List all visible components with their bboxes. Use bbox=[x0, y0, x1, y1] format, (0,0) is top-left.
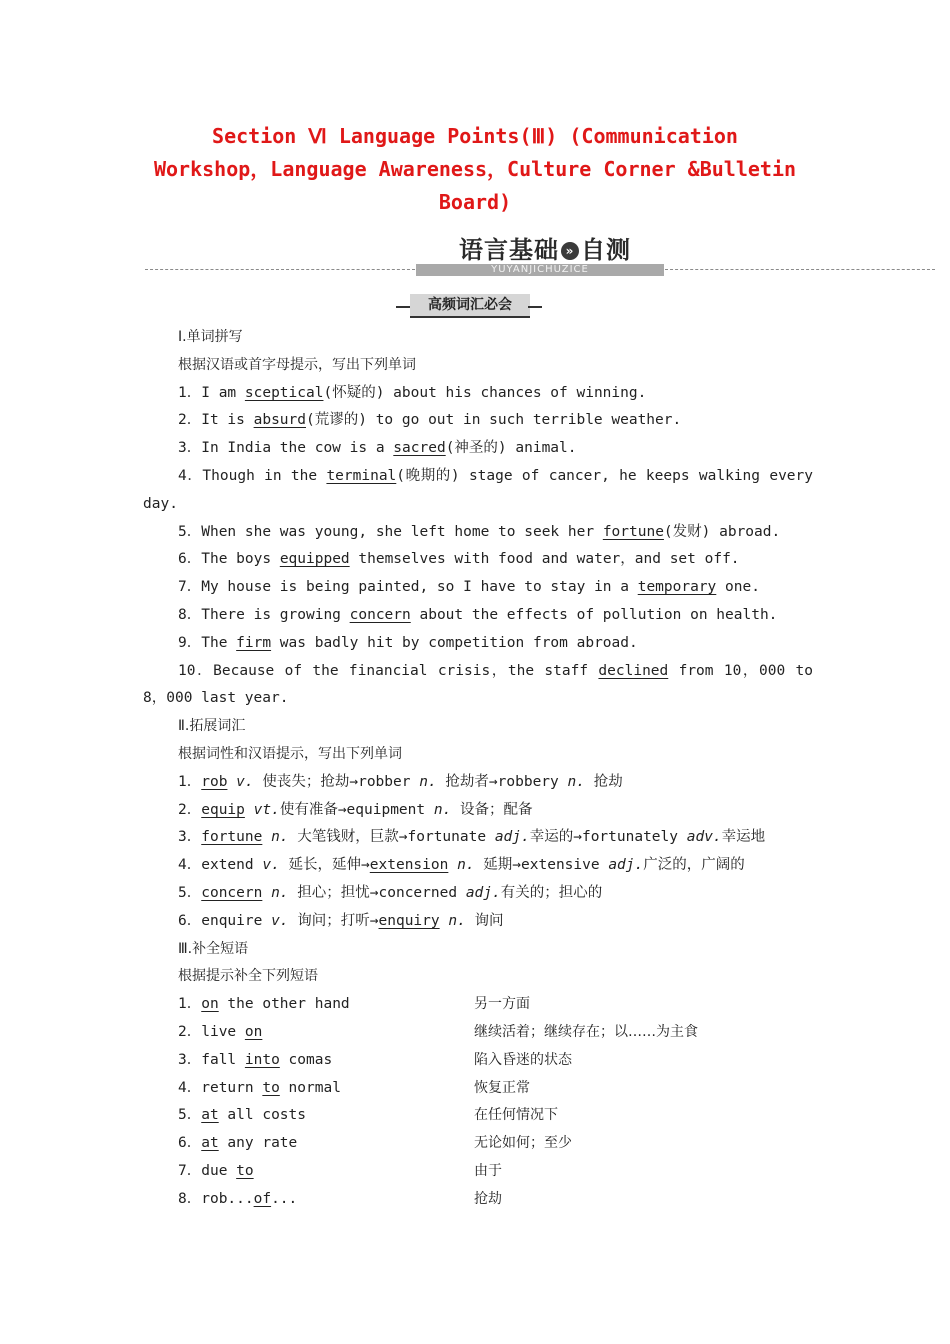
answer-blank: to bbox=[262, 1079, 280, 1096]
list-item: 3．In India the cow is a sacred(神圣的) animal. bbox=[178, 440, 577, 457]
part2-instruction: 根据词性和汉语提示，写出下列单词 bbox=[178, 745, 402, 762]
badge-line-left bbox=[396, 306, 410, 308]
list-item: 2．live on 继续活着；继续存在；以……为主食 bbox=[143, 1019, 813, 1047]
list-item-continuation: 8，000 last year. bbox=[143, 690, 289, 707]
answer-blank: at bbox=[201, 1135, 219, 1152]
answer-blank: equipped bbox=[279, 551, 350, 568]
phrase-meaning: 无论如何；至少 bbox=[474, 1135, 572, 1152]
list-item: 8．rob...of... 抢劫 bbox=[143, 1186, 813, 1214]
answer-blank: at bbox=[201, 1107, 219, 1124]
part1-heading: Ⅰ.单词拼写 bbox=[178, 329, 243, 345]
list-item: 7．My house is being painted, so I have to stay in a temporary one. bbox=[178, 579, 760, 596]
part2-heading: Ⅱ.拓展词汇 bbox=[178, 718, 246, 735]
list-item: 8．There is growing concern about the effects of pollution on health. bbox=[178, 606, 778, 623]
list-item-continuation: day. bbox=[143, 495, 178, 512]
answer-blank: enquiry bbox=[378, 912, 440, 929]
answer-blank: declined bbox=[598, 662, 669, 679]
list-item: 2．equip vt.使有准备→equipment n. 设备；配备 bbox=[178, 801, 533, 818]
list-item: 5．When she was young, she left home to seek her fortune(发财) abroad. bbox=[178, 523, 781, 540]
list-item: 1．I am sceptical(怀疑的) about his chances of winning. bbox=[178, 384, 647, 401]
answer-blank: concern bbox=[349, 606, 411, 623]
list-item: 10．Because of the financial crisis，the staff declined from 10，000 to bbox=[178, 662, 813, 679]
subsection-badge-row bbox=[380, 294, 560, 320]
list-item: 4．return to normal 恢复正常 bbox=[143, 1075, 813, 1103]
list-item: 9．The firm was badly hit by competition from abroad. bbox=[178, 634, 638, 651]
section-banner bbox=[140, 228, 940, 280]
section-title bbox=[140, 120, 810, 219]
answer-blank: absurd bbox=[253, 412, 306, 429]
part1-instruction: 根据汉语或首字母提示，写出下列单词 bbox=[178, 356, 416, 373]
answer-blank: fortune bbox=[602, 523, 664, 540]
phrase-meaning: 另一方面 bbox=[474, 996, 530, 1013]
list-item: 6．The boys equipped themselves with food and water，and set off. bbox=[178, 551, 740, 568]
list-item: 1．on the other hand 另一方面 bbox=[143, 991, 813, 1019]
title-line-2: Workshop，Language Awareness，Culture Corner &Bulletin bbox=[153, 157, 797, 181]
answer-blank: fortune bbox=[201, 829, 263, 846]
answer-blank: of bbox=[253, 1190, 272, 1207]
banner-divider-right bbox=[665, 269, 935, 270]
list-item: 5．at all costs 在任何情况下 bbox=[143, 1102, 813, 1130]
list-item: 2．It is absurd(荒谬的) to go out in such terrible weather. bbox=[178, 412, 682, 429]
list-item: 4．Though in the terminal(晚期的) stage of cancer, he keeps walking every bbox=[178, 467, 813, 484]
answer-blank: temporary bbox=[637, 579, 717, 596]
list-item: 6．at any rate 无论如何；至少 bbox=[143, 1130, 813, 1158]
answer-blank: sceptical bbox=[244, 384, 324, 401]
phrase-meaning: 抢劫 bbox=[474, 1190, 502, 1207]
answer-blank: rob bbox=[201, 773, 228, 790]
phrase-meaning: 在任何情况下 bbox=[474, 1107, 558, 1124]
subsection-badge: 高频词汇必会 bbox=[410, 294, 530, 318]
answer-blank: concern bbox=[201, 884, 263, 901]
banner-divider-left bbox=[145, 269, 415, 270]
answer-blank: terminal bbox=[326, 467, 397, 484]
answer-blank: equip bbox=[201, 801, 245, 818]
exercise-content bbox=[143, 324, 813, 1214]
list-item: 6．enquire v. 询问；打听→enquiry n. 询问 bbox=[178, 912, 504, 929]
banner-subtitle: YUYANJICHUZICE bbox=[416, 264, 664, 276]
phrase-meaning: 陷入昏迷的状态 bbox=[474, 1051, 572, 1068]
badge-line-right bbox=[528, 306, 542, 308]
answer-blank: sacred bbox=[393, 440, 446, 457]
phrase-meaning: 由于 bbox=[474, 1162, 502, 1179]
banner-heading-a: 语言基础 bbox=[459, 236, 559, 264]
answer-blank: extension bbox=[369, 857, 449, 874]
answer-blank: firm bbox=[236, 634, 272, 651]
list-item: 7．due to 由于 bbox=[143, 1158, 813, 1186]
phrase-meaning: 恢复正常 bbox=[474, 1079, 530, 1096]
title-line-3: Board) bbox=[438, 190, 512, 214]
list-item: 5．concern n. 担心；担忧→concerned adj.有关的；担心的 bbox=[178, 884, 603, 901]
list-item: 3．fall into comas 陷入昏迷的状态 bbox=[143, 1047, 813, 1075]
banner-heading-b: 自测 bbox=[581, 236, 631, 264]
answer-blank: to bbox=[236, 1162, 254, 1179]
title-line-1: Section Ⅵ Language Points(Ⅲ) (Communication bbox=[212, 124, 738, 148]
answer-blank: on bbox=[201, 996, 219, 1013]
list-item: 3．fortune n. 大笔钱财，巨款→fortunate adj.幸运的→fortunately adv.幸运地 bbox=[178, 829, 766, 846]
banner-heading bbox=[440, 230, 650, 265]
answer-blank: into bbox=[244, 1051, 280, 1068]
answer-blank: on bbox=[244, 1023, 263, 1040]
part3-heading: Ⅲ.补全短语 bbox=[178, 940, 249, 957]
double-chevron-icon: » bbox=[561, 242, 579, 260]
list-item: 1．rob v. 使丧失；抢劫→robber n. 抢劫者→robbery n. 抢劫 bbox=[178, 773, 623, 790]
part3-instruction: 根据提示补全下列短语 bbox=[178, 968, 318, 985]
list-item: 4．extend v. 延长，延伸→extension n. 延期→extensive adj.广泛的，广阔的 bbox=[178, 857, 745, 874]
phrase-meaning: 继续活着；继续存在；以……为主食 bbox=[474, 1023, 698, 1040]
